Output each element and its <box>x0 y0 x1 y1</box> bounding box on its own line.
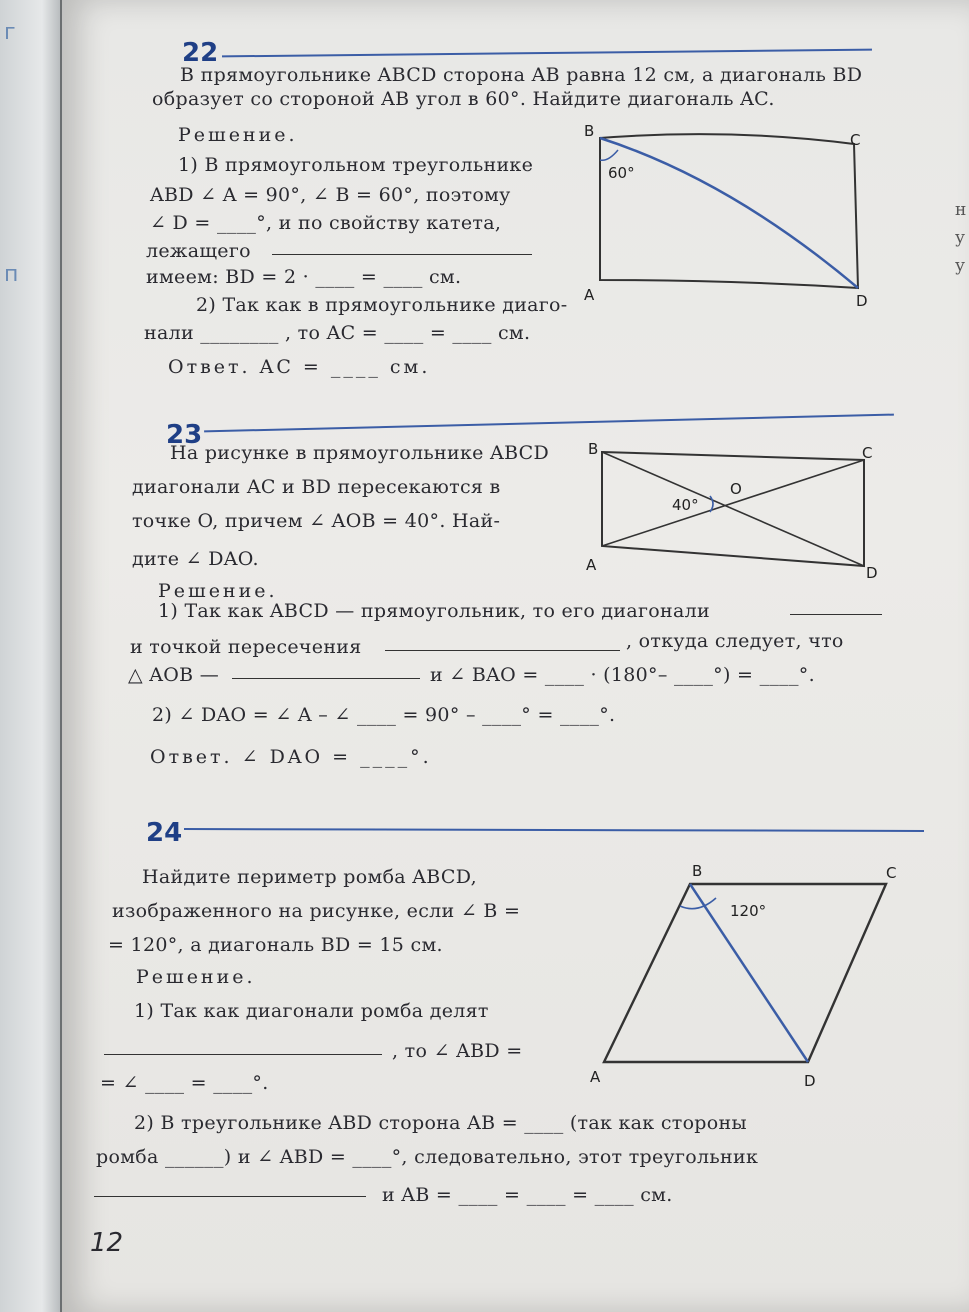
vertex-label-a: A <box>590 1068 601 1086</box>
answer-blank[interactable] <box>94 1182 366 1197</box>
solution-heading: Решение. <box>178 124 298 146</box>
problem-number-24: 24 <box>146 818 183 848</box>
solution-line: нали ________ , то AC = ____ = ____ см. <box>144 322 531 344</box>
rectangle-figure-22 <box>580 120 880 310</box>
previous-page-edge <box>0 0 60 1312</box>
solution-line: 2) ∠ DAO = ∠ A – ∠ ____ = 90° – ____° = ____°. <box>152 704 616 726</box>
solution-line: △ AOB — <box>128 664 220 686</box>
problem-23-text: На рисунке в прямоугольнике ABCD <box>170 442 550 464</box>
solution-heading: Решение. <box>136 966 256 988</box>
solution-line: и точкой пересечения <box>130 636 362 658</box>
problem-22-text: В прямоугольнике ABCD сторона AB равна 12 см, а диагональ BD <box>180 64 863 86</box>
problem-23-text: диагонали AC и BD пересекаются в <box>132 476 501 498</box>
center-label-o: O <box>730 480 742 498</box>
next-page-fragment: у <box>955 256 966 276</box>
solution-line: 2) В треугольнике ABD сторона AB = ____ (так как стороны <box>134 1112 747 1134</box>
vertex-label-d: D <box>804 1072 816 1090</box>
vertex-label-b: B <box>584 122 595 140</box>
problem-24-text: изображенного на рисунке, если ∠ B = <box>112 900 521 922</box>
margin-mark: г <box>4 20 16 45</box>
angle-label: 60° <box>608 164 635 182</box>
rectangle-figure-23 <box>580 438 890 588</box>
next-page-fragment: н <box>955 200 967 220</box>
solution-line: ромба ______) и ∠ ABD = ____°, следовательно, этот треугольник <box>96 1146 759 1168</box>
answer-line: Ответ. AC = ____ см. <box>168 356 431 378</box>
page-number: 12 <box>90 1228 124 1258</box>
solution-line: имеем: BD = 2 · ____ = ____ см. <box>146 266 462 288</box>
answer-blank[interactable] <box>232 664 420 679</box>
angle-label: 120° <box>730 902 767 920</box>
solution-line: и AB = ____ = ____ = ____ см. <box>382 1184 673 1206</box>
problem-24-text: = 120°, а диагональ BD = 15 см. <box>108 934 443 956</box>
solution-line: 1) В прямоугольном треугольнике <box>178 154 534 176</box>
vertex-label-c: C <box>850 131 861 149</box>
problem-23-text: точке O, причем ∠ AOB = 40°. Най- <box>132 510 501 532</box>
solution-line: 1) Так как ABCD — прямоугольник, то его диагонали <box>158 600 710 622</box>
vertex-label-a: A <box>584 286 595 304</box>
solution-line: 1) Так как диагонали ромба делят <box>134 1000 489 1022</box>
answer-blank[interactable] <box>272 240 532 255</box>
vertex-label-b: B <box>692 862 703 880</box>
vertex-label-d: D <box>856 292 868 310</box>
solution-heading: Решение. <box>158 580 278 602</box>
problem-22-text: образует со стороной AB угол в 60°. Найдите диагональ AC. <box>152 88 775 110</box>
answer-blank[interactable] <box>385 636 620 651</box>
answer-line: Ответ. ∠ DAO = ____°. <box>150 746 432 768</box>
next-page-fragment: у <box>955 228 966 248</box>
answer-blank[interactable] <box>790 600 882 615</box>
solution-line: = ∠ ____ = ____°. <box>100 1072 269 1094</box>
vertex-label-a: A <box>586 556 597 574</box>
solution-line: и ∠ BAO = ____ · (180°– ____°) = ____°. <box>430 664 815 686</box>
problem-number-23: 23 <box>166 420 203 450</box>
solution-line: , откуда следует, что <box>626 630 844 652</box>
vertex-label-c: C <box>886 864 897 882</box>
rhombus-figure-24 <box>582 856 912 1090</box>
solution-line: лежащего <box>146 240 251 262</box>
solution-line: ∠ D = ____°, и по свойству катета, <box>150 212 502 234</box>
vertex-label-d: D <box>866 564 878 582</box>
problem-number-22: 22 <box>182 38 219 68</box>
margin-mark: п <box>4 262 19 287</box>
solution-line: , то ∠ ABD = <box>392 1040 523 1062</box>
problem-24-text: Найдите периметр ромба ABCD, <box>142 866 477 888</box>
solution-line: ABD ∠ A = 90°, ∠ B = 60°, поэтому <box>150 184 511 206</box>
problem-23-text: дите ∠ DAO. <box>132 548 259 570</box>
vertex-label-b: B <box>588 440 599 458</box>
angle-label: 40° <box>672 496 699 514</box>
vertex-label-c: C <box>862 444 873 462</box>
answer-blank[interactable] <box>104 1040 382 1055</box>
solution-line: 2) Так как в прямоугольнике диаго- <box>196 294 568 316</box>
